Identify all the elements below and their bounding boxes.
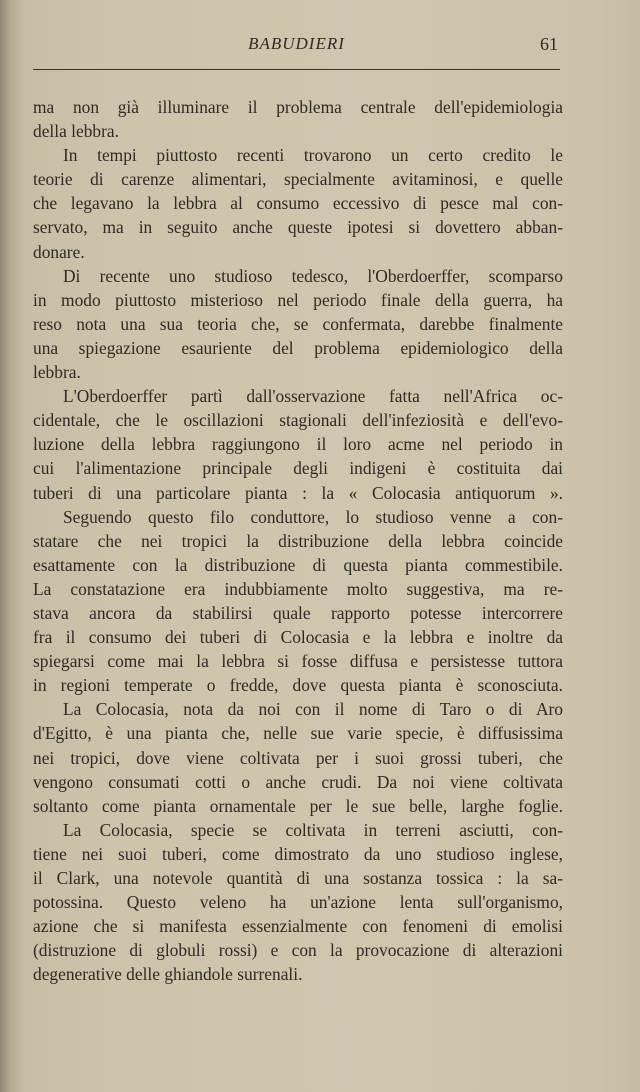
text-line: in regioni temperate o fredde, dove questa pianta è sconosciuta. — [33, 675, 563, 696]
text-line: servato, ma in seguito anche queste ipotesi si dovettero abban- — [33, 217, 563, 238]
page-body-text — [33, 95, 563, 986]
text-line: Di recente uno studioso tedesco, l'Oberdoerffer, scomparso — [63, 265, 563, 286]
text-line: luzione della lebbra raggiungono il loro acme nel periodo in — [33, 434, 563, 455]
text-line: esattamente con la distribuzione di questa pianta commestibile. — [33, 554, 563, 575]
text-line: La Colocasia, nota da noi con il nome di Taro o di Aro — [63, 699, 563, 720]
text-line: cui l'alimentazione principale degli indigeni è costituita dai — [33, 458, 563, 479]
text-line: che legavano la lebbra al consumo eccessivo di pesce mal con- — [33, 193, 563, 214]
text-line: lebbra. — [33, 362, 81, 383]
text-line: tiene nei suoi tuberi, come dimostrato da uno studioso inglese, — [33, 843, 563, 864]
text-line: in modo piuttosto misterioso nel periodo finale della guerra, ha — [33, 289, 563, 310]
text-line: degenerative delle ghiandole surrenali. — [33, 964, 303, 985]
text-line: soltanto come pianta ornamentale per le sue belle, larghe foglie. — [33, 795, 563, 816]
running-title: BABUDIERI — [248, 34, 345, 53]
text-line: potossina. Questo veleno ha un'azione lenta sull'organismo, — [33, 892, 563, 913]
text-line: vengono consumati cotti o anche crudi. Da noi viene coltivata — [33, 771, 563, 792]
text-line: spiegarsi come mai la lebbra si fosse diffusa e persistesse tuttora — [33, 651, 563, 672]
page-header — [33, 34, 560, 58]
text-line: La Colocasia, specie se coltivata in terreni asciutti, con- — [63, 819, 563, 840]
text-line: nei tropici, dove viene coltivata per i suoi grossi tuberi, che — [33, 747, 563, 768]
text-line: della lebbra. — [33, 121, 119, 142]
text-line: teorie di carenze alimentari, specialmente avitaminosi, e quelle — [33, 169, 563, 190]
text-line: stava ancora da stabilirsi quale rapporto potesse intercorrere — [33, 602, 563, 623]
text-line: tuberi di una particolare pianta : la « Colocasia antiquorum ». — [33, 482, 563, 503]
text-line: L'Oberdoerffer partì dall'osservazione fatta nell'Africa oc- — [63, 386, 563, 407]
text-line: statare che nei tropici la distribuzione della lebbra coincide — [33, 530, 563, 551]
text-line: il Clark, una notevole quantità di una sostanza tossica : la sa- — [33, 868, 563, 888]
text-line: azione che si manifesta essenzialmente con fenomeni di emolisi — [33, 916, 563, 937]
text-line: fra il consumo dei tuberi di Colocasia e la lebbra e inoltre da — [33, 627, 563, 648]
text-line: Seguendo questo filo conduttore, lo studioso venne a con- — [63, 506, 563, 527]
text-line: cidentale, che le oscillazioni stagionali dell'infeziosità e dell'evo- — [33, 410, 563, 431]
text-line: (distruzione di globuli rossi) e con la provocazione di alterazioni — [33, 940, 563, 961]
text-line: una spiegazione esauriente del problema epidemiologico della — [33, 337, 563, 358]
text-line: La constatazione era indubbiamente molto suggestiva, ma re- — [33, 578, 563, 599]
header-rule — [33, 69, 560, 70]
text-line: In tempi piuttosto recenti trovarono un certo credito le — [63, 145, 563, 166]
text-line: reso nota una sua teoria che, se confermata, darebbe finalmente — [33, 313, 563, 334]
text-line: ma non già illuminare il problema centrale dell'epidemiologia — [33, 97, 563, 117]
text-line: d'Egitto, è una pianta che, nelle sue varie specie, è diffusissima — [33, 723, 563, 744]
text-line: donare. — [33, 241, 85, 262]
page-number: 61 — [540, 34, 558, 54]
